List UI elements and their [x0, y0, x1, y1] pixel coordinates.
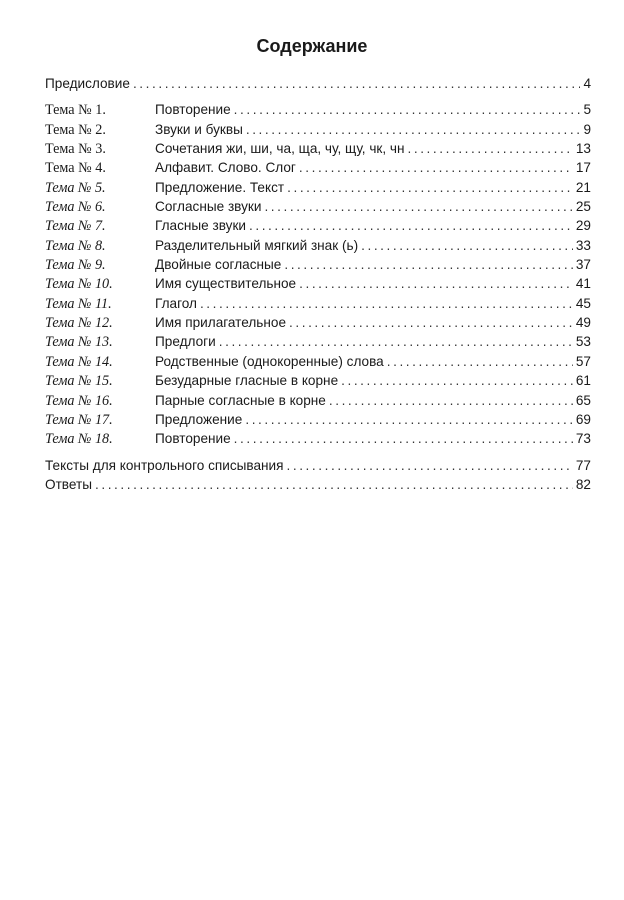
toc-page-number: 65	[575, 392, 591, 408]
toc-page-number: 82	[575, 476, 591, 492]
dot-leader	[284, 255, 573, 274]
toc-page-number: 21	[575, 179, 591, 195]
toc-page-number: 9	[583, 121, 591, 137]
topic-title: Повторение	[155, 102, 231, 118]
toc-entry-copying-texts[interactable]	[45, 456, 591, 475]
toc-entry-topic[interactable]	[45, 139, 591, 158]
topic-title: Гласные звуки	[155, 218, 246, 234]
toc-entry-topic[interactable]	[45, 216, 591, 235]
topic-number: Тема № 11.	[45, 295, 112, 312]
topic-title: Глагол	[155, 295, 197, 311]
topic-number: Тема № 8.	[45, 237, 106, 254]
toc-entry-topic[interactable]	[45, 352, 591, 371]
toc-page-number: 33	[575, 237, 591, 253]
toc-entry-topic[interactable]	[45, 236, 591, 255]
dot-leader	[299, 274, 573, 293]
toc-entry-answers[interactable]	[45, 475, 591, 494]
dot-leader	[200, 294, 573, 313]
dot-leader	[234, 429, 573, 448]
toc-entry-topic[interactable]	[45, 332, 591, 351]
toc-entry-topic[interactable]	[45, 178, 591, 197]
toc-page-number: 37	[575, 257, 591, 273]
toc-entry-preface[interactable]	[45, 74, 591, 93]
dot-leader	[249, 216, 573, 235]
topic-title: Парные согласные в корне	[155, 392, 326, 408]
dot-leader	[341, 371, 573, 390]
toc-entry-topic[interactable]	[45, 371, 591, 390]
topic-title: Разделительный мягкий знак (ь)	[155, 237, 359, 253]
page-title: Содержание	[256, 36, 368, 56]
toc-entry-topic[interactable]	[45, 410, 591, 429]
topic-number: Тема № 2.	[45, 121, 106, 138]
topic-number: Тема № 15.	[45, 373, 113, 390]
topic-title: Безударные гласные в корне	[155, 373, 339, 389]
toc-page-number: 49	[575, 315, 591, 331]
toc-entry-topic[interactable]	[45, 294, 591, 313]
toc-entry-topic[interactable]	[45, 274, 591, 293]
toc-page-number: 29	[575, 218, 591, 234]
topic-number: Тема № 3.	[45, 141, 106, 158]
topic-number: Тема № 12.	[45, 315, 113, 332]
dot-leader	[299, 158, 573, 177]
topic-number: Тема № 5.	[45, 179, 106, 196]
topic-title: Двойные согласные	[155, 257, 282, 273]
toc-page-number: 61	[575, 373, 591, 389]
dot-leader	[245, 410, 573, 429]
topic-number: Тема № 18.	[45, 431, 113, 448]
topic-number: Тема № 16.	[45, 392, 113, 409]
table-of-contents	[45, 74, 591, 494]
dot-leader	[387, 352, 573, 371]
topic-number: Тема № 10.	[45, 276, 113, 293]
toc-entry-label: Ответы	[45, 476, 92, 492]
toc-entry-topic[interactable]	[45, 313, 591, 332]
toc-page-number: 77	[575, 457, 591, 473]
toc-entry-topic[interactable]	[45, 391, 591, 410]
toc-entry-topic[interactable]	[45, 255, 591, 274]
dot-leader	[219, 332, 573, 351]
toc-page-number: 5	[583, 102, 591, 118]
toc-page-number: 25	[575, 199, 591, 215]
topic-title: Алфавит. Слово. Слог	[155, 160, 296, 176]
topic-title: Предложение	[155, 411, 243, 427]
topic-title: Повторение	[155, 431, 231, 447]
dot-leader	[329, 391, 573, 410]
topic-title: Имя прилагательное	[155, 315, 287, 331]
topic-number: Тема № 6.	[45, 199, 106, 216]
dot-leader	[289, 313, 573, 332]
dot-leader	[408, 139, 573, 158]
dot-leader	[361, 236, 573, 255]
toc-page-number: 69	[575, 411, 591, 427]
toc-entry-topic[interactable]	[45, 158, 591, 177]
topic-title: Сочетания жи, ши, ча, ща, чу, щу, чк, чн	[155, 141, 405, 157]
toc-entry-topic[interactable]	[45, 100, 591, 119]
dot-leader	[234, 100, 581, 119]
toc-entry-topic[interactable]	[45, 120, 591, 139]
topic-number: Тема № 7.	[45, 218, 106, 235]
toc-page-number: 57	[575, 353, 591, 369]
dot-leader	[286, 456, 572, 475]
topic-title: Предложение. Текст	[155, 179, 285, 195]
topic-number: Тема № 17.	[45, 411, 113, 428]
toc-page-number: 17	[575, 160, 591, 176]
topic-title: Звуки и буквы	[155, 121, 243, 137]
toc-entry-topic[interactable]	[45, 429, 591, 448]
topic-number: Тема № 1.	[45, 102, 106, 119]
topic-number: Тема № 9.	[45, 257, 106, 274]
topic-number: Тема № 13.	[45, 334, 113, 351]
toc-entry-label: Предисловие	[45, 76, 130, 91]
topic-number: Тема № 14.	[45, 353, 113, 370]
toc-page-number: 13	[575, 141, 591, 157]
dot-leader	[264, 197, 572, 216]
dot-leader	[287, 178, 573, 197]
topic-title: Родственные (однокоренные) слова	[155, 353, 384, 369]
toc-page-number: 45	[575, 295, 591, 311]
toc-page-number: 4	[583, 76, 591, 91]
toc-entry-label: Тексты для контрольного списывания	[45, 457, 284, 473]
toc-page-number: 53	[575, 334, 591, 350]
toc-entry-topic[interactable]	[45, 197, 591, 216]
topic-title: Имя существительное	[155, 276, 297, 292]
topic-number: Тема № 4.	[45, 160, 106, 177]
toc-page-number: 73	[575, 431, 591, 447]
dot-leader	[133, 74, 581, 93]
topic-title: Согласные звуки	[155, 199, 262, 215]
topic-title: Предлоги	[155, 334, 216, 350]
dot-leader	[95, 475, 573, 494]
toc-page-number: 41	[575, 276, 591, 292]
dot-leader	[246, 120, 581, 139]
